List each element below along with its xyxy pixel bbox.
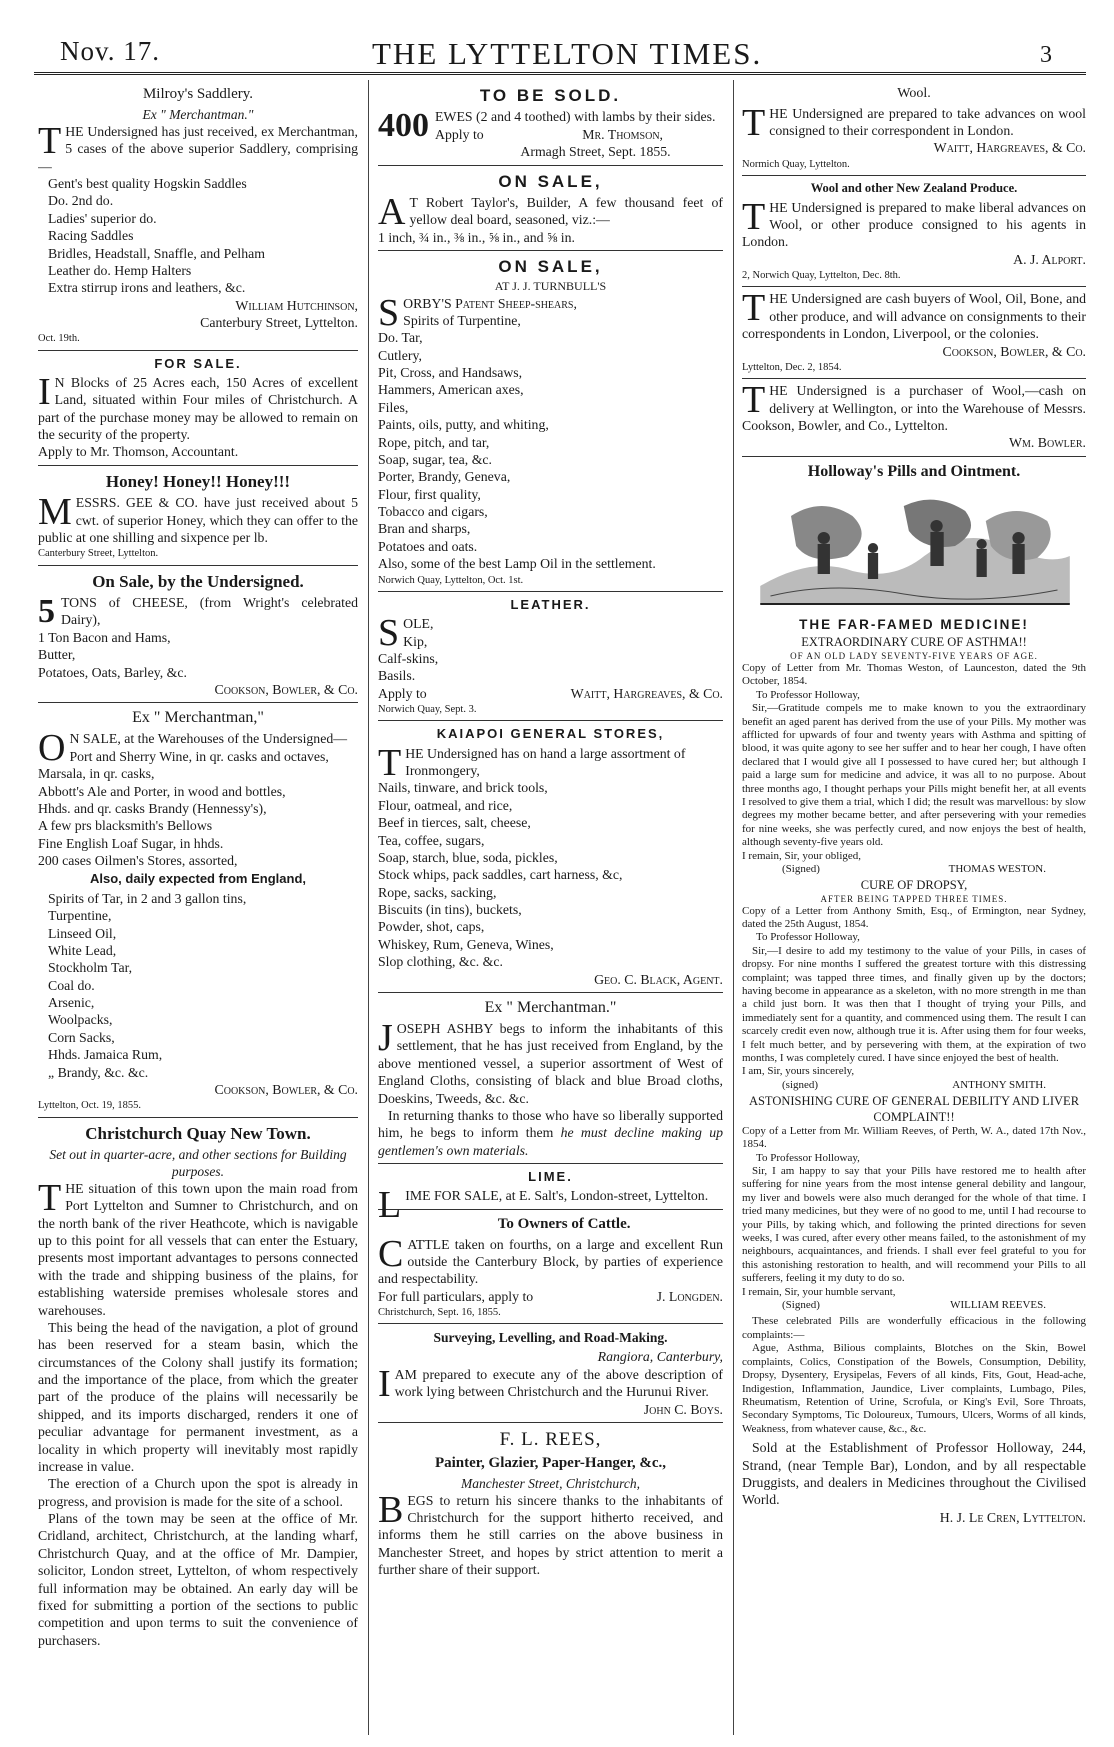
ad-text: HE Undersigned is prepared to make liberal advances on Wool, or other produce consigned to his agents in London. [742,199,1086,250]
drop-cap: O [38,727,66,770]
date-line: Lyttelton, Oct. 19, 1855. [38,1100,141,1112]
letter-salutation: To Professor Holloway, [756,688,860,701]
ad-title: To Owners of Cattle. [497,1215,631,1232]
signature: Wm. Bowler. [1008,435,1086,451]
ad-text: HE Undersigned is a purchaser of Wool,—cash on delivery at Wellington, or into the Warehouse of Messrs. Cookson, Bowler, and Co., Lyttelton. [742,383,1086,433]
ad-title: F. L. REES, [499,1428,602,1450]
letter-body: Sir,—Gratitude compels me to make known to you the extraordinary benefit an aged parent has derived from the use of your Pills. My mother was afflicted for upwards of four and twenty years with Asthma and spitting of blood, it was quite agony to see her suffer and to hear her cough, I have often declared that I would give all I possessed to have cured her; but although I paid a large sum for medicine and advice, it was all to no purpose. About three months ago, I thought perhaps your Pills might benefit her, at all events I resolved to give them a trial, which I did; the result was marvellous: by slow degrees my mother became better, and after persevering with your remedies for nine weeks, she was perfectly cured, and now enjoys the best of health, although seventy-five years old. [742,702,1086,849]
letter-intro: Copy of Letter from Mr. Thomas Weston, of Launceston, dated the 9th October, 1854. [742,661,1086,688]
address: Manchester Street, Christchurch, [461,1475,640,1491]
ad-text: HE Undersigned has just received, ex Merchantman, 5 cases of the above superior Saddlery, comprising— [38,123,358,174]
drop-cap: B [378,1488,404,1531]
ad-text: EWES (2 and 4 toothed) with lambs by their sides. [435,109,716,125]
list-item: Soap, sugar, tea, &c. [378,451,493,467]
drop-cap: T [38,1176,62,1219]
list-item: Basils. [378,668,416,684]
apply-line: Apply to Mr. Thomson, Accountant. [38,444,239,460]
newspaper-title: THE LYTTELTON TIMES. [372,36,763,71]
list-item: Whiskey, Rum, Geneva, Wines, [378,936,554,952]
list-item: Tobacco and cigars, [378,504,488,520]
list-item: Powder, shot, caps, [378,919,485,935]
ad-surveying [378,1324,723,1423]
drop-cap: I [38,370,51,413]
ad-cash-buyers [742,287,1086,379]
list-item: Spirits of Turpentine, [403,312,521,328]
ad-subtitle: Painter, Glazier, Paper-Hanger, &c., [434,1454,667,1471]
drop-cap: T [38,119,62,162]
ad-title: Wool. [897,86,931,101]
list-item: Bridles, Headstall, Snaffle, and Pelham [48,245,265,261]
list-item: Marsala, in qr. casks, [38,766,155,782]
ad-text: N Blocks of 25 Acres each, 150 Acres of excellent Land, situated within Four miles of Christchurch. A part of the purchase money may be allowed to remain on the security of the property. [38,374,358,443]
list-item: Woolpacks, [48,1012,113,1028]
section-heading: EXTRAORDINARY CURE OF ASTHMA!! [801,634,1027,649]
ad-text: OSEPH ASHBY begs to inform the inhabitants of this settlement, that he has just received from England, by the above mentioned vessel, a superior assortment of West of England Cloths, consisting of black and blue Broad cloths, Doeskins, Tweeds, &c. &c. [378,1021,723,1106]
list-item: Soap, starch, blue, soda, pickles, [378,849,558,865]
address: Norwich Quay, Lyttelton, Oct. 1st. [378,574,524,586]
list-item: Pit, Cross, and Handsaws, [378,365,523,381]
list-item: Turpentine, [48,908,112,924]
address: Normich Quay, Lyttelton. [742,158,850,170]
date-line: Lyttelton, Dec. 2, 1854. [742,361,842,373]
column-divider [368,80,369,1735]
date-line: Christchurch, Sept. 16, 1855. [378,1307,501,1319]
ad-text: OLE, [403,616,434,632]
column-1 [38,80,358,1739]
ad-christchurch-quay [38,1118,358,1654]
list-item: Calf-skins, [378,650,439,666]
ad-wool-purchaser [742,379,1086,457]
ad-title: FOR SALE. [154,355,242,371]
ad-paragraph: The erection of a Church upon the spot is already in progress, and provision is made for the site of a school. [38,1476,358,1509]
signature: John C. Boys. [643,1401,723,1417]
signed-label: (Signed) [782,862,820,875]
ad-owners-of-cattle [378,1210,723,1325]
section-heading: AFTER BEING TAPPED THREE TIMES. [820,893,1008,904]
item-list [378,762,723,971]
address: Rangiora, Canterbury, [597,1349,723,1365]
list-item: Porter, Brandy, Geneva, [378,469,511,485]
list-item: 1 Ton Bacon and Hams, [38,629,171,645]
ad-wool [742,80,1086,176]
illustration-caption: THE FAR-FAMED MEDICINE! [799,616,1029,632]
ad-text: TONS of CHEESE, (from Wright's celebrated Dairy), [61,595,358,628]
apply-line: Apply to [378,685,427,701]
ad-to-be-sold [378,80,723,166]
ad-subtitle: Ex " Merchantman." [142,106,254,122]
ad-joseph-ashby [378,993,723,1164]
signature: William Hutchinson, [235,297,358,313]
complaints-list: Ague, Asthma, Bilious complaints, Blotches on the Skin, Bowel complaints, Colics, Constipation of the Bowels, Consumption, Debility, Dropsy, Dysentery, Erysipelas, Fevers of all kinds, Fits, Gout, Head-ache, Indigestion, Inflammation, Jaundice, Liver complaints, Lumbago, Piles, Rheumatism, Retention of Urine, Scrofula, or King's Evil, Sore Throats, Secondary Symptoms, Tic Doloureux, Tumours, Ulcers, Worms of all kinds, Weakness, from whatever cause, &c., &c. [742,1342,1086,1435]
column-divider [733,80,734,1735]
section-heading: OF AN OLD LADY SEVENTY-FIVE YEARS OF AGE. [790,650,1038,661]
list-item: Flour, oatmeal, and rice, [378,797,513,813]
ad-text: T Robert Taylor's, Builder, A few thousand feet of yellow deal board, seasoned, viz.:— [409,194,723,228]
letter-signature: ANTHONY SMITH. [952,1078,1046,1091]
list-item: White Lead, [48,942,117,958]
list-item: Paints, oils, putty, and whiting, [378,417,549,433]
letter-signature: WILLIAM REEVES. [950,1299,1046,1312]
ad-title: KAIAPOI GENERAL STORES, [436,726,665,742]
ad-title: Surveying, Levelling, and Road-Making. [433,1330,668,1346]
ad-title: LEATHER. [510,596,591,612]
list-item: Linseed Oil, [48,925,117,941]
ad-rees-painter [378,1423,723,1583]
list-item: Potatoes and oats. [378,538,478,554]
section-heading: CURE OF DROPSY, [860,878,968,893]
drop-cap: L [378,1184,402,1227]
list-item: Hammers, American axes, [378,382,524,398]
item-list [378,633,723,685]
ad-title: ON SALE, [498,257,603,277]
ad-cheese [38,566,358,704]
drop-cap: C [378,1232,404,1275]
signature: Cookson, Bowler, & Co. [214,1081,358,1097]
signed-label: (Signed) [782,1299,820,1312]
page-number: 3 [1040,42,1052,68]
column-3 [742,80,1086,1739]
list-item: Butter, [38,647,76,663]
drop-cap: T [742,101,766,144]
drop-cap: T [378,741,402,784]
list-item: Abbott's Ale and Porter, in wood and bottles, [38,783,286,799]
item-list [38,748,358,870]
address: Norwich Quay, Sept. 3. [378,704,477,716]
list-item: Stock whips, pack saddles, cart harness, &c, [378,867,623,883]
ad-paragraph: In returning thanks to those who have so liberally supported him, he begs to inform them [378,1107,723,1141]
ad-title: Milroy's Saddlery. [142,86,254,102]
ad-kaiapoi-stores [378,721,723,993]
engraving-illustration [750,486,1078,612]
ad-holloway [742,457,1086,1530]
letter-closing: I remain, Sir, your humble servant, [742,1285,896,1298]
signature: J. Longden. [656,1288,723,1304]
list-item: Biscuits (in tins), buckets, [378,902,522,918]
ad-title: On Sale, by the Undersigned. [92,571,304,591]
list-item: Do. 2nd do. [48,193,114,209]
ad-title: Honey! Honey!! Honey!!! [105,471,291,491]
list-item: „ Brandy, &c. &c. [48,1064,149,1080]
list-item: Beef in tierces, salt, cheese, [378,815,531,831]
signature: Cookson, Bowler, & Co. [942,343,1086,359]
drop-cap: T [742,379,766,422]
list-item: Bran and sharps, [378,521,471,537]
drop-cap: A [378,190,406,233]
list-item: Corn Sacks, [48,1029,115,1045]
ad-paragraph: This being the head of the navigation, a plot of ground has been reserved for a steam basin, which the circumstances of the Colony shall justify its formation; and the importance of the place, from which the greater part of the produce of the plains will necessarily be shipped, and its imports discharged, renders it one of peculiar advantage for permanent investment, as a locality in which property will inevitably most rapidly increase in value. [38,1319,358,1474]
ad-text: HE Undersigned are cash buyers of Wool, Oil, Bone, and other produce, and will advance on consignments to their correspondents in London, Liverpool, or the colonies. [742,291,1086,342]
list-item: Hhds. and qr. casks Brandy (Hennessy's), [38,800,267,816]
address: Armagh Street, Sept. 1855. [520,144,671,160]
list-item: Port and Sherry Wine, in qr. casks and octaves, [69,748,329,764]
list-item: Rope, pitch, and tar, [378,434,490,450]
ad-text: 1 inch, ¾ in., ⅜ in., ⅝ in., and ⅝ in. [378,229,575,245]
list-item: Nails, tinware, and brick tools, [378,780,548,796]
engraving-icon [750,486,1078,612]
ad-title: Wool and other New Zealand Produce. [810,180,1018,195]
ad-title: Ex " Merchantman," [132,709,264,727]
list-item: Gent's best quality Hogskin Saddles [48,176,247,192]
list-item: Kip, [403,633,428,649]
list-item: Extra stirrup irons and leathers, &c. [48,280,246,296]
address: Canterbury Street, Lyttelton. [38,548,159,560]
ad-title: TO BE SOLD. [479,86,622,105]
list-item: Slop clothing, &c. &c. [378,954,503,970]
signature: H. J. Le Cren, Lyttelton. [939,1509,1086,1525]
letter-body: Sir,—I desire to add my testimony to the value of your Pills, in cases of dropsy. For nine months I suffered the greatest torture with this distressing complaint; was tapped three times, and finally given up by the doctors; having become in appearance as a skeleton, with no more strength in me than a child just born. It was then that I thought of trying your Pills, and immediately sent for a quantity, and commenced using them. The result I can scarcely credit even now, although true it is. After using them for four weeks, I felt much better, and by persevering with them, at the expiration of two months, I was completely cured. I have since enjoyed the best of health. [742,944,1086,1065]
column-2 [378,80,723,1739]
ad-text: HE Undersigned are prepared to take advances on wool consigned to their correspondent in London. [769,105,1086,138]
item-list [38,175,358,297]
ad-paragraph-italic: he must decline making up gentlemen's own materials. [378,1125,723,1158]
date-line: Oct. 19th. [38,333,80,345]
list-item: Flour, first quality, [378,486,481,502]
complaints-intro: These celebrated Pills are wonderfully efficacious in the following complaints:— [742,1315,1086,1341]
ad-on-sale-taylor [378,166,723,252]
list-item: Ironmongery, [405,763,480,779]
ad-text: ORBY'S Patent Sheep-shears, [403,295,577,311]
ad-text: N SALE, at the Warehouses of the Undersigned— [69,731,348,747]
ad-subtitle: Set out in quarter-acre, and other sections for Building purposes. [49,1146,347,1179]
ad-text: ESSRS. GEE & CO. have just received about 5 cwt. of superior Honey, which they can offer to the public at one shilling and sixpence per lb. [38,495,358,546]
address: 2, Norwich Quay, Lyttelton, Dec. 8th. [742,270,901,282]
list-item: Tea, coffee, sugars, [378,832,485,848]
apply-line: For full particulars, apply to [378,1288,534,1304]
ad-subtitle: AT J. J. TURNBULL'S [494,279,607,294]
ad-ex-merchantman [38,703,358,1117]
item-list [38,890,358,1081]
list-item: Stockholm Tar, [48,960,133,976]
signature: Geo. C. Black, Agent. [594,971,723,987]
list-item: Do. Tar, [378,330,423,346]
ad-text: AM prepared to execute any of the above description of work lying between Christchurch and the Hurunui River. [394,1366,723,1400]
ad-on-sale-turnbull [378,251,723,592]
item-list [38,629,358,681]
ad-text: EGS to return his sincere thanks to the inhabitants of Christchurch for the support hitherto received, and informs them he still carries on the above business in Manchester Street, and hopes by strict attention to merit a further share of their support. [378,1492,723,1578]
list-item: Leather do. Hemp Halters [48,262,192,278]
list-item: 200 cases Oilmen's Stores, assorted, [38,853,238,869]
item-list [378,312,723,573]
issue-date: Nov. 17. [60,36,160,66]
drop-cap: 5 [38,593,55,631]
ad-honey [38,466,358,566]
drop-cap: I [378,1362,391,1405]
ad-title: ON SALE, [498,171,603,191]
apply-line: Apply to [435,126,484,142]
ad-title: Holloway's Pills and Ointment. [807,462,1021,480]
letter-salutation: To Professor Holloway, [756,931,860,944]
list-item: Ladies' superior do. [48,210,157,226]
drop-cap: 400 [378,107,429,145]
letter-intro: Copy of a Letter from Anthony Smith, Esq., of Ermington, near Sydney, dated the 25th August, 1854. [742,904,1086,931]
drop-cap: S [378,291,400,334]
drop-cap: T [742,195,766,238]
masthead [0,0,1114,78]
letter-closing: I am, Sir, yours sincerely, [742,1065,855,1078]
signed-label: (signed) [782,1078,819,1091]
address: Canterbury Street, Lyttelton. [200,315,358,331]
list-item: Coal do. [48,977,95,993]
list-item: Fine English Loaf Sugar, in hhds. [38,835,224,851]
ad-text: HE Undersigned has on hand a large assortment of [405,745,686,761]
list-item: Files, [378,399,409,415]
list-item: Cutlery, [378,347,422,363]
list-item: Arsenic, [48,995,95,1011]
signature: A. J. Alport. [1013,251,1086,267]
ad-text: ATTLE taken on fourths, on a large and excellent Run outside the Canterbury Block, by parties of experience and respectability. [378,1236,723,1287]
signature: Mr. Thomson, [582,126,663,142]
letter-signature: THOMAS WESTON. [948,862,1046,875]
drop-cap: M [38,491,72,534]
section-heading: ASTONISHING CURE OF GENERAL DEBILITY AND LIVER COMPLAINT!! [748,1094,1080,1124]
letter-closing: I remain, Sir, your obliged, [742,849,862,862]
ad-leather [378,592,723,721]
ad-title: Ex " Merchantman." [484,998,617,1016]
list-item: Spirits of Tar, in 2 and 3 gallon tins, [48,890,247,906]
list-item: Rope, sacks, sacking, [378,884,497,900]
letter-body: Sir, I am happy to say that your Pills have restored me to health after suffering for nine years from the most intense general debility and langour, my liver and bowels were also much deranged for the whole of that time. I tried many medicines, but they were of no good to me, until I had recourse to your Pills, by taking which, and following the printed directions for seven weeks, I was cured, after every other means failed, to the astonishment of my neighbours, acquaintances, and friends. I shall ever feel grateful to you for this astonishing restoration to health, and will recommend your Pills to all sufferers, feeling it my duty to do so. [742,1165,1086,1285]
list-item: Hhds. Jamaica Rum, [48,1047,163,1063]
ad-subheading: Also, daily expected from England, [90,871,306,887]
list-item: Also, some of the best Lamp Oil in the settlement. [378,556,656,572]
ad-text: IME FOR SALE, at E. Salt's, London-street, Lyttelton. [405,1188,709,1204]
ad-nz-produce [742,176,1086,287]
letter-intro: Copy of a Letter from Mr. William Reeves, of Perth, W. A., dated 17th Nov., 1854. [742,1124,1086,1151]
drop-cap: S [378,612,400,655]
drop-cap: T [742,287,766,330]
ad-text: HE situation of this town upon the main road from Port Lyttelton and Sumner to Christchurch, and on the north bank of the river Heathcote, which is navigable up to this point for all vessels that can enter the Estuary, presents most important advantages to persons connected with the trade and shipping business of the plains, for establishing waterside premises wholesale stores and warehouses. [38,1180,358,1318]
list-item: Potatoes, Oats, Barley, &c. [38,664,187,680]
ad-paragraph: Plans of the town may be seen at the office of Mr. Cridland, architect, Christchurch, at the landing wharf, Christchurch Quay, and at the office of Mr. Dampier, solicitor, London street, Lyttelton, of whom respectively full information may be obtained. An early day will be fixed for submitting a portion of the sections to public competition and upon terms to suit the convenience of purchasers. [38,1511,358,1648]
list-item: Racing Saddles [48,228,134,244]
drop-cap: J [378,1017,393,1060]
list-item: A few prs blacksmith's Bellows [38,818,213,834]
ad-title: Christchurch Quay New Town. [85,1123,311,1143]
ad-milroy-saddlery [38,80,358,351]
signature: Waitt, Hargreaves, & Co. [570,685,723,701]
letter-salutation: To Professor Holloway, [756,1151,860,1164]
signature: Waitt, Hargreaves, & Co. [933,140,1086,156]
masthead-rule [34,72,1086,75]
signature: Cookson, Bowler, & Co. [214,681,358,697]
ad-text: Sold at the Establishment of Professor Holloway, 244, Strand, (near Temple Bar), London, and by all respectable Druggists, and dealers in Medicines throughout the Civilised World. [742,1440,1086,1508]
ad-for-sale-land [38,351,358,466]
ad-title: LIME. [528,1169,573,1185]
